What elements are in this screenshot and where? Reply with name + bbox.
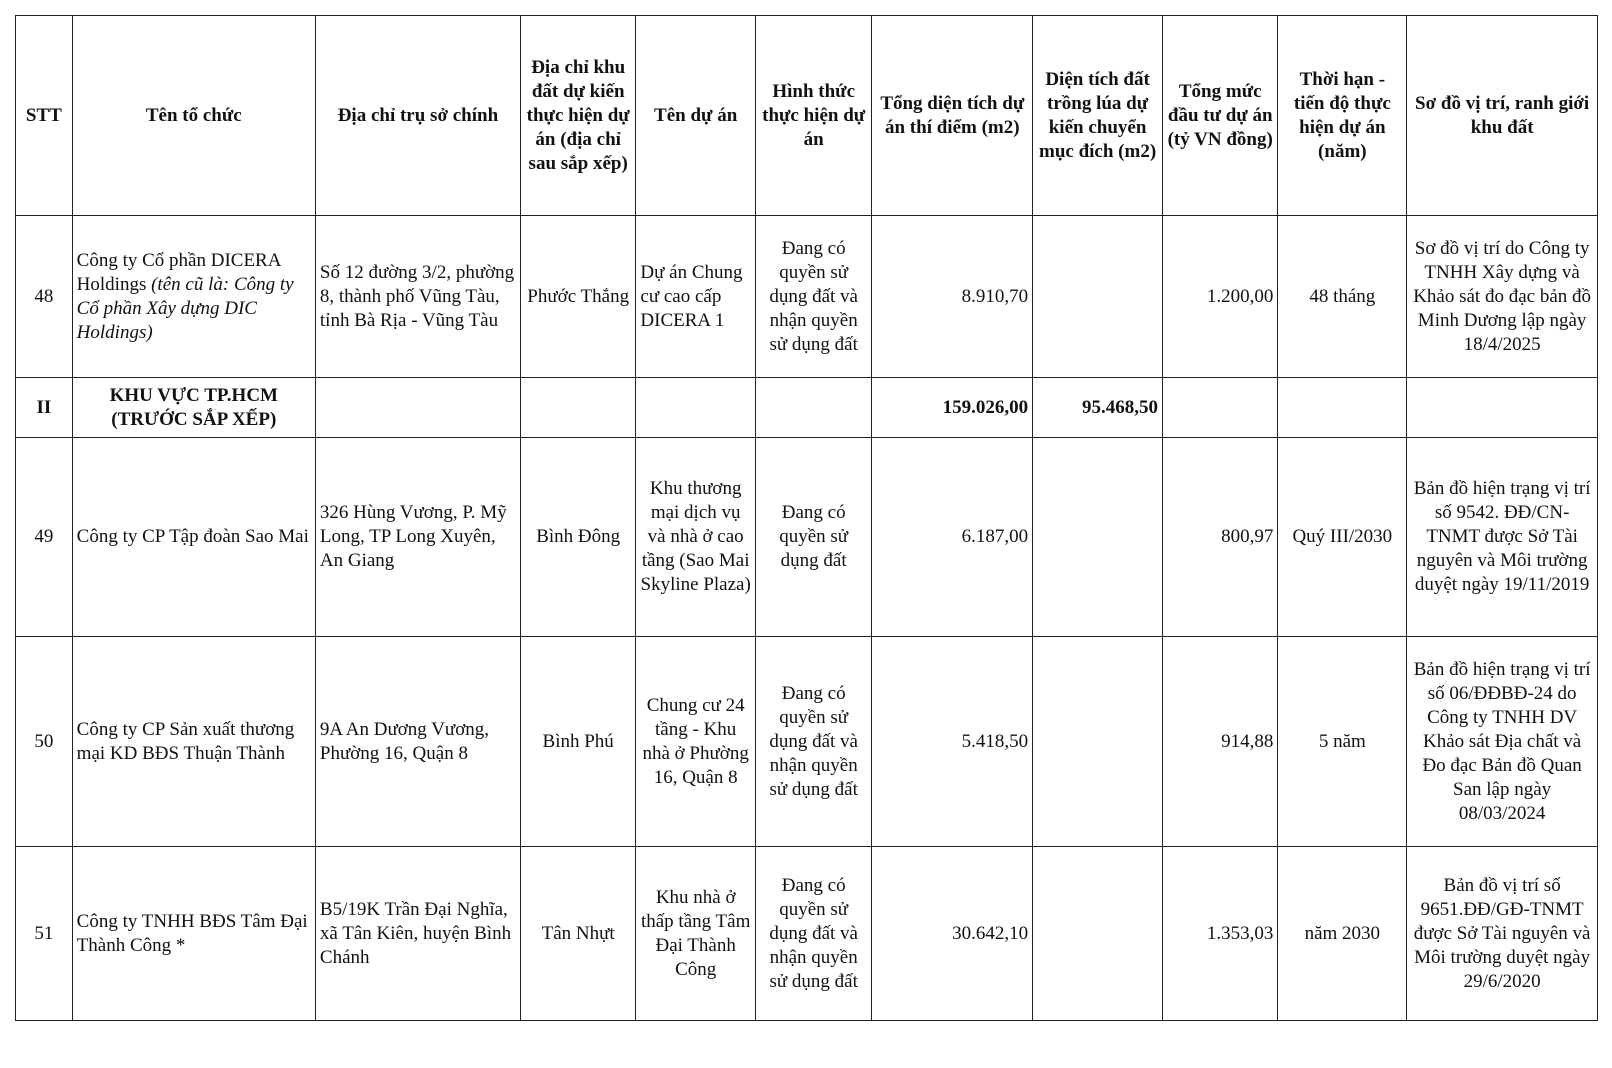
cell-project: Dự án Chung cư cao cấp DICERA 1 xyxy=(636,216,756,378)
cell-site: Tân Nhựt xyxy=(520,847,635,1021)
cell-rice xyxy=(1033,637,1163,847)
header-rice: Diện tích đất trồng lúa dự kiến chuyển mục đích (m2) xyxy=(1033,16,1163,216)
cell-stt: 48 xyxy=(16,216,73,378)
cell-term: Quý III/2030 xyxy=(1278,438,1407,637)
cell-org: Công ty CP Sản xuất thương mại KD BĐS Thuận Thành xyxy=(72,637,315,847)
cell-hq: 326 Hùng Vương, P. Mỹ Long, TP Long Xuyên, An Giang xyxy=(315,438,520,637)
cell-form: Đang có quyền sử dụng đất và nhận quyền sử dụng đất xyxy=(755,847,871,1021)
cell-stt: 51 xyxy=(16,847,73,1021)
cell-site: Bình Đông xyxy=(520,438,635,637)
section-empty xyxy=(1407,378,1598,438)
org-name: Công ty Cổ phần DICERA Holdings xyxy=(76,249,281,295)
project-table xyxy=(15,15,1598,1021)
cell-rice xyxy=(1033,847,1163,1021)
cell-site: Bình Phú xyxy=(520,637,635,847)
header-term: Thời hạn - tiến độ thực hiện dự án (năm) xyxy=(1278,16,1407,216)
cell-org: Công ty CP Tập đoàn Sao Mai xyxy=(72,438,315,637)
cell-invest: 1.353,03 xyxy=(1163,847,1278,1021)
cell-site: Phước Thắng xyxy=(520,216,635,378)
section-rice: 95.468,50 xyxy=(1033,378,1163,438)
cell-stt: 49 xyxy=(16,438,73,637)
cell-map: Bản đồ hiện trạng vị trí số 9542. ĐĐ/CN-TNMT được Sở Tài nguyên và Môi trường duyệt ngày 19/11/2019 xyxy=(1407,438,1598,637)
table-row xyxy=(16,637,1598,847)
section-name: KHU VỰC TP.HCM (TRƯỚC SẮP XẾP) xyxy=(72,378,315,438)
cell-hq: Số 12 đường 3/2, phường 8, thành phố Vũng Tàu, tỉnh Bà Rịa - Vũng Tàu xyxy=(315,216,520,378)
cell-map: Bản đồ vị trí số 9651.ĐĐ/GĐ-TNMT được Sở Tài nguyên và Môi trường duyệt ngày 29/6/2020 xyxy=(1407,847,1598,1021)
header-hq: Địa chỉ trụ sở chính xyxy=(315,16,520,216)
header-area: Tổng diện tích dự án thí điểm (m2) xyxy=(872,16,1033,216)
cell-invest: 1.200,00 xyxy=(1163,216,1278,378)
header-map: Sơ đồ vị trí, ranh giới khu đất xyxy=(1407,16,1598,216)
table-row xyxy=(16,438,1598,637)
section-empty xyxy=(1163,378,1278,438)
section-area: 159.026,00 xyxy=(872,378,1033,438)
section-empty xyxy=(520,378,635,438)
cell-area: 30.642,10 xyxy=(872,847,1033,1021)
cell-area: 5.418,50 xyxy=(872,637,1033,847)
header-project: Tên dự án xyxy=(636,16,756,216)
cell-project: Chung cư 24 tầng - Khu nhà ở Phường 16, Quận 8 xyxy=(636,637,756,847)
section-stt: II xyxy=(16,378,73,438)
cell-org xyxy=(72,216,315,378)
cell-form: Đang có quyền sử dụng đất và nhận quyền sử dụng đất xyxy=(755,637,871,847)
cell-stt: 50 xyxy=(16,637,73,847)
cell-org: Công ty TNHH BĐS Tâm Đại Thành Công * xyxy=(72,847,315,1021)
cell-area: 8.910,70 xyxy=(872,216,1033,378)
header-site: Địa chỉ khu đất dự kiến thực hiện dự án (địa chỉ sau sắp xếp) xyxy=(520,16,635,216)
cell-term: 48 tháng xyxy=(1278,216,1407,378)
cell-map: Bản đồ hiện trạng vị trí số 06/ĐĐBĐ-24 do Công ty TNHH DV Khảo sát Địa chất và Đo đạc Bản đồ Quan San lập ngày 08/03/2024 xyxy=(1407,637,1598,847)
cell-area: 6.187,00 xyxy=(872,438,1033,637)
section-empty xyxy=(755,378,871,438)
cell-form: Đang có quyền sử dụng đất xyxy=(755,438,871,637)
section-empty xyxy=(1278,378,1407,438)
cell-rice xyxy=(1033,216,1163,378)
org-old-name: (tên cũ là: Công ty Cổ phần Xây dựng DIC Holdings) xyxy=(76,273,294,343)
cell-form: Đang có quyền sử dụng đất và nhận quyền sử dụng đất xyxy=(755,216,871,378)
cell-project: Khu nhà ở thấp tầng Tâm Đại Thành Công xyxy=(636,847,756,1021)
cell-invest: 914,88 xyxy=(1163,637,1278,847)
section-row xyxy=(16,378,1598,438)
cell-term: năm 2030 xyxy=(1278,847,1407,1021)
cell-map: Sơ đồ vị trí do Công ty TNHH Xây dựng và Khảo sát đo đạc bản đồ Minh Dương lập ngày 18/4/2025 xyxy=(1407,216,1598,378)
section-empty xyxy=(636,378,756,438)
section-empty xyxy=(315,378,520,438)
header-form: Hình thức thực hiện dự án xyxy=(755,16,871,216)
table-row xyxy=(16,847,1598,1021)
header-stt: STT xyxy=(16,16,73,216)
cell-hq: B5/19K Trần Đại Nghĩa, xã Tân Kiên, huyện Bình Chánh xyxy=(315,847,520,1021)
cell-term: 5 năm xyxy=(1278,637,1407,847)
table-row xyxy=(16,216,1598,378)
header-invest: Tổng mức đầu tư dự án (tỷ VN đồng) xyxy=(1163,16,1278,216)
header-row xyxy=(16,16,1598,216)
cell-project: Khu thương mại dịch vụ và nhà ở cao tầng (Sao Mai Skyline Plaza) xyxy=(636,438,756,637)
cell-invest: 800,97 xyxy=(1163,438,1278,637)
cell-hq: 9A An Dương Vương, Phường 16, Quận 8 xyxy=(315,637,520,847)
cell-rice xyxy=(1033,438,1163,637)
header-org: Tên tổ chức xyxy=(72,16,315,216)
